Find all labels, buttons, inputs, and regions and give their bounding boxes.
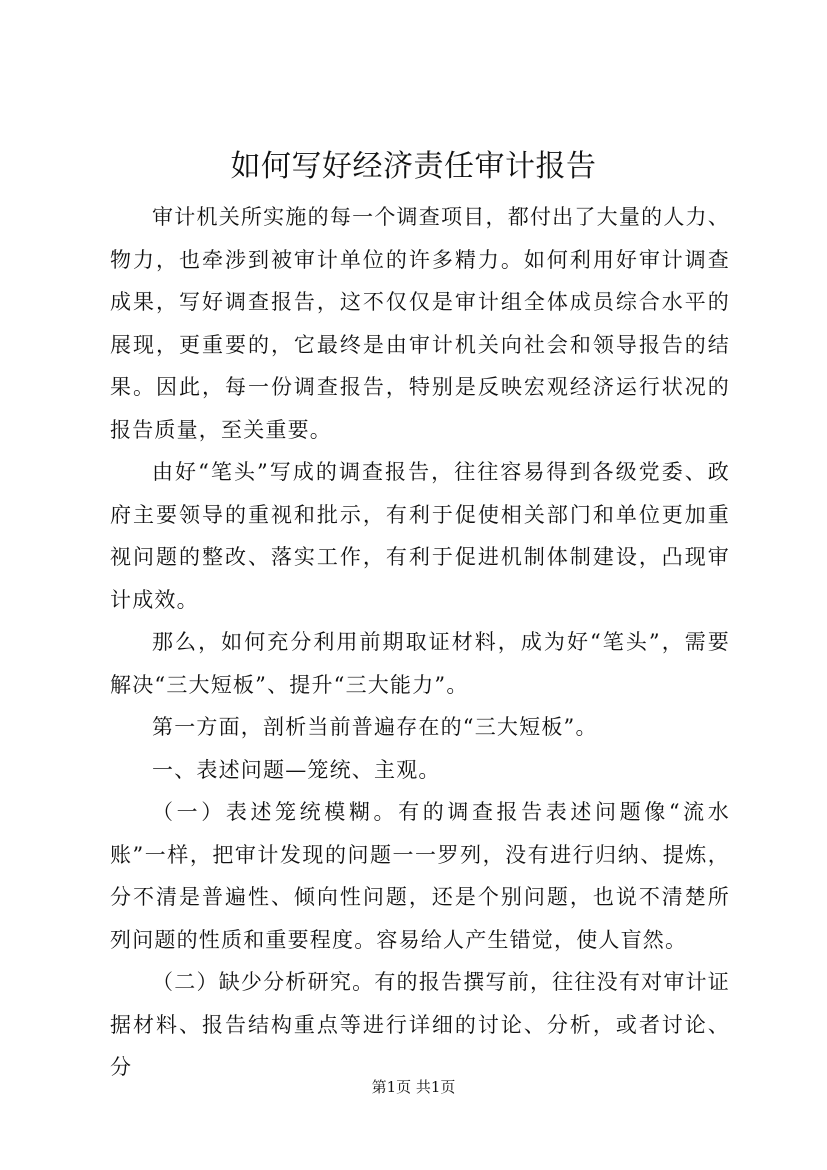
paragraph-7: （二）缺少分析研究。有的报告撰写前，往往没有对审计证据材料、报告结构重点等进行详细的讨论、分析，或者讨论、分 (110, 970, 730, 1079)
document-body (110, 196, 730, 1089)
paragraph-4: 第一方面，剖析当前普遍存在的“三大短板”。 (152, 715, 598, 739)
paragraph-3: 那么，如何充分利用前期取证材料，成为好“笔头”，需要解决“三大短板”、提升“三大能力”。 (110, 630, 730, 697)
paragraph-2: 由好“笔头”写成的调查报告，往往容易得到各级党委、政府主要领导的重视和批示，有利于促使相关部门和单位更加重视问题的整改、落实工作，有利于促进机制体制建设，凸现审计成效。 (110, 460, 730, 612)
document-title: 如何写好经济责任审计报告 (230, 149, 597, 184)
page-footer: 第1页 共1页 (371, 1078, 456, 1096)
paragraph-1: 审计机关所实施的每一个调查项目，都付出了大量的人力、物力，也牵涉到被审计单位的许多精力。如何利用好审计调查成果，写好调查报告，这不仅仅是审计组全体成员综合水平的展现，更重要的，它最终是由审计机关向社会和领导报告的结果。因此，每一份调查报告，特别是反映宏观经济运行状况的报告质量，至关重要。 (110, 205, 730, 442)
paragraph-6: （一）表述笼统模糊。有的调查报告表述问题像“流水账”一样，把审计发现的问题一一罗列，没有进行归纳、提炼，分不清是普遍性、倾向性问题，还是个别问题，也说不清楚所列问题的性质和重要程度。容易给人产生错觉，使人盲然。 (110, 800, 730, 952)
paragraph-5: 一、表述问题—笼统、主观。 (152, 757, 441, 782)
